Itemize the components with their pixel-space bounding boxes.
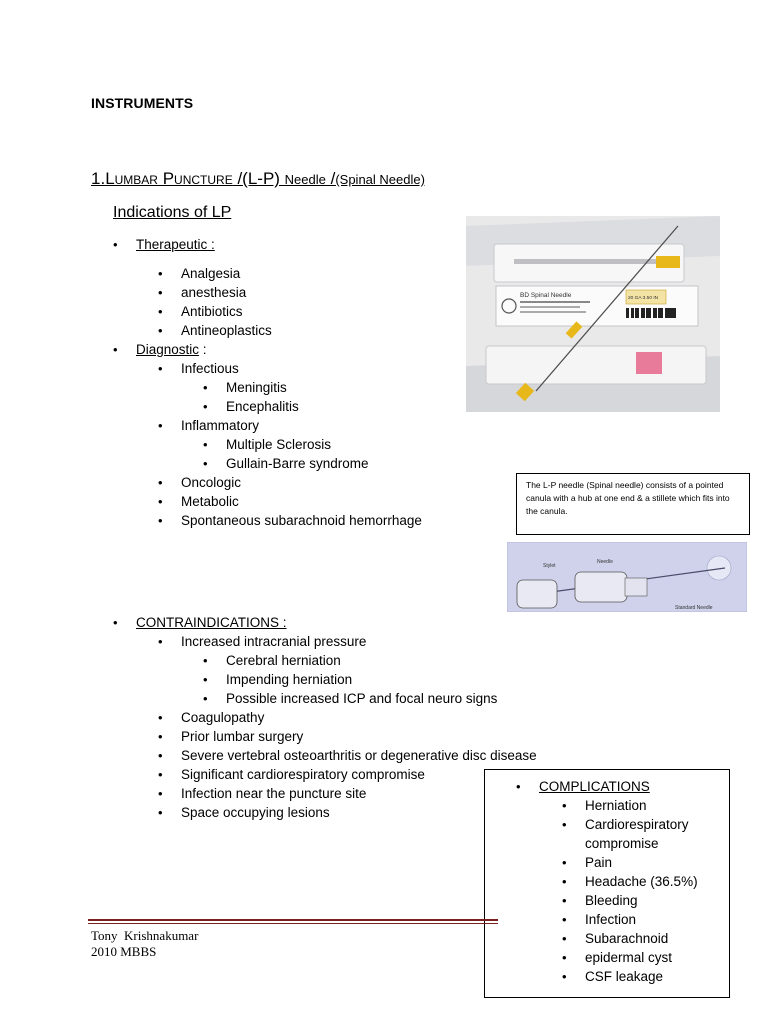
therapeutic-label: • Therapeutic : xyxy=(136,235,215,254)
title-lp: (L-P) xyxy=(242,169,285,188)
title-spinal-needle: (Spinal Needle) xyxy=(335,172,425,187)
list-item: • Infection near the puncture site xyxy=(181,784,366,803)
indications-title: Indications of LP xyxy=(113,204,232,221)
author-name: Tony Krishnakumar xyxy=(91,928,199,943)
photo-label: BD Spinal Needle xyxy=(520,292,572,299)
list-item: • Cerebral herniation xyxy=(226,651,341,670)
list-item: • Bleeding xyxy=(585,891,638,910)
needle-caption: The L-P needle (Spinal needle) consists of a pointed canula with a hub at one end & a stillete which fits into the canula. xyxy=(516,473,750,535)
list-item: • Subarachnoid xyxy=(585,929,668,948)
list-item: • Encephalitis xyxy=(226,397,299,416)
list-item: • Inflammatory xyxy=(181,416,259,435)
diagnostic-label: Diagnostic xyxy=(136,342,200,357)
section-title-main: Lumbar Puncture xyxy=(105,169,233,188)
list-item: • Prior lumbar surgery xyxy=(181,727,303,746)
contraindications-label: • CONTRAINDICATIONS : xyxy=(136,613,287,632)
list-item: • Infectious xyxy=(181,359,239,378)
list-item: • CSF leakage xyxy=(585,967,663,986)
section-number: 1. xyxy=(91,169,106,188)
list-item: • Antineoplastics xyxy=(181,321,272,340)
complications-label: • COMPLICATIONS xyxy=(539,777,650,796)
diagram-label: Standard Needle xyxy=(675,605,713,611)
needle-diagram xyxy=(507,542,747,612)
footer-rule-thin xyxy=(88,923,498,924)
author-degree: 2010 MBBS xyxy=(91,944,157,959)
photo-size: 20 GA 3.50 IN xyxy=(628,296,659,301)
list-item: • Oncologic xyxy=(181,473,241,492)
diagram-label: Stylet xyxy=(543,563,556,569)
page-heading: INSTRUMENTS xyxy=(91,95,194,111)
list-item: • Gullain-Barre syndrome xyxy=(226,454,369,473)
title-needle: Needle xyxy=(284,172,326,187)
list-item: • Analgesia xyxy=(181,264,240,283)
list-item: • Multiple Sclerosis xyxy=(226,435,331,454)
list-item-continuation xyxy=(585,834,659,853)
list-item: • Herniation xyxy=(585,796,647,815)
title-slash: / xyxy=(232,169,243,188)
diagnostic-heading xyxy=(136,340,207,359)
diagram-label: Needle xyxy=(597,559,613,565)
spinal-needle-photo xyxy=(466,216,720,412)
list-item: • Meningitis xyxy=(226,378,287,397)
list-item: • Metabolic xyxy=(181,492,239,511)
list-item: • Coagulopathy xyxy=(181,708,264,727)
list-item: • Infection xyxy=(585,910,636,929)
footer xyxy=(91,928,198,960)
list-item: • Pain xyxy=(585,853,612,872)
section-title xyxy=(91,169,425,189)
list-item: • epidermal cyst xyxy=(585,948,672,967)
list-item: • Severe vertebral osteoarthritis or degenerative disc disease xyxy=(181,746,537,765)
list-item: • Antibiotics xyxy=(181,302,243,321)
list-item: • Significant cardiorespiratory compromise xyxy=(181,765,425,784)
list-item: • Impending herniation xyxy=(226,670,352,689)
list-item: • Space occupying lesions xyxy=(181,803,330,822)
footer-rule xyxy=(88,919,498,921)
list-item-text: compromise xyxy=(585,836,659,851)
diagnostic-suffix: : xyxy=(199,342,207,357)
list-item: • Possible increased ICP and focal neuro signs xyxy=(226,689,497,708)
list-item: • Cardiorespiratory xyxy=(585,815,689,834)
list-item: • Headache (36.5%) xyxy=(585,872,698,891)
list-item: • Spontaneous subarachnoid hemorrhage xyxy=(181,511,422,530)
title-slash-2: / xyxy=(325,169,336,188)
list-item: • anesthesia xyxy=(181,283,246,302)
list-item: • Increased intracranial pressure xyxy=(181,632,366,651)
